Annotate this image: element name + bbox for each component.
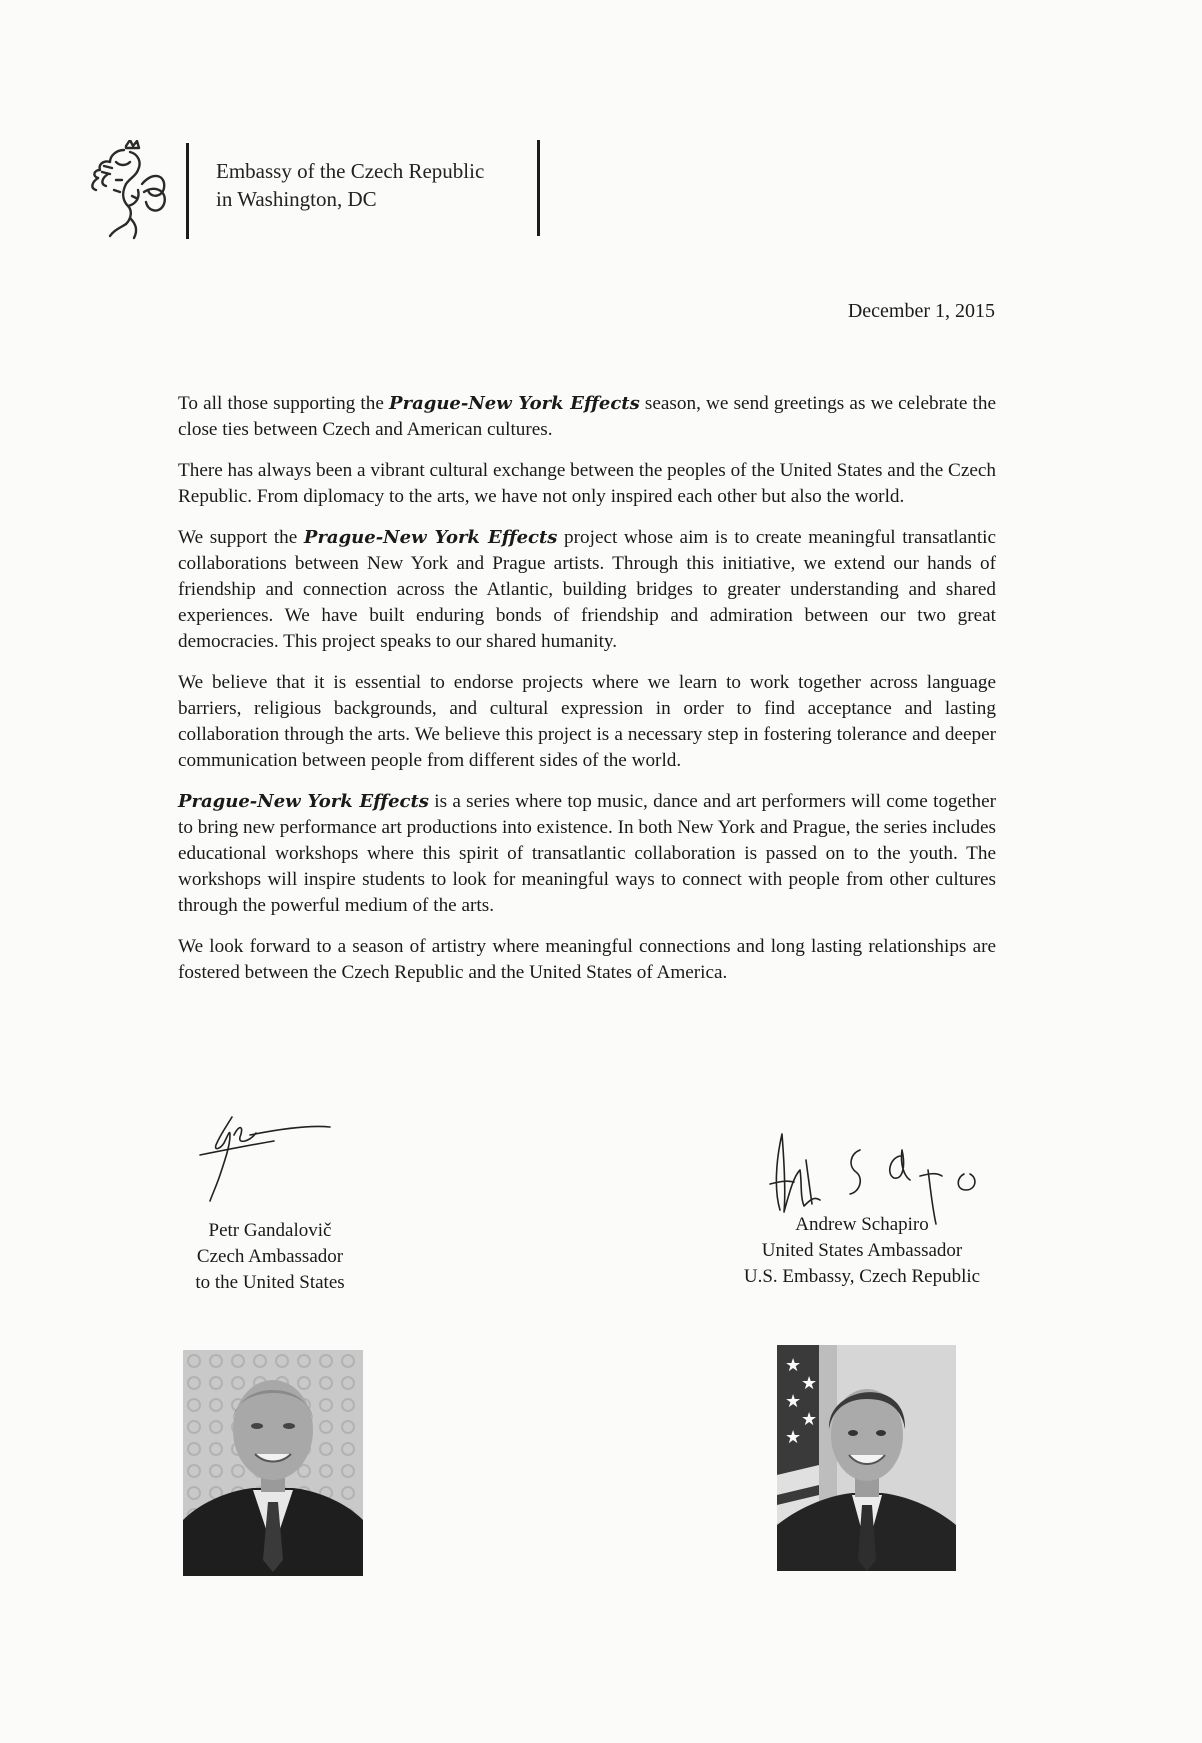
czech-lion-icon <box>86 140 172 240</box>
signatory-name: Andrew Schapiro <box>795 1214 929 1235</box>
paragraph-1: To all those supporting the Prague-New York Effects season, we send greetings as we celebrate the close ties between Czech and American cultures. <box>178 393 996 440</box>
embassy-name <box>216 157 484 213</box>
svg-text:★: ★ <box>801 1409 818 1430</box>
svg-text:★: ★ <box>801 1373 818 1394</box>
embassy-name-line2: in Washington, DC <box>216 187 377 211</box>
project-name: Prague-New York Effects <box>178 791 429 812</box>
paragraph-4: We believe that it is essential to endorse projects where we learn to work together across language barriers, religious backgrounds, and cultural expression in order to find acceptance and lasting collaboration through the arts. We believe this project is a necessary step in fostering tolerance and deeper communication between people from different sides of the world. <box>178 672 996 771</box>
signatory-title: United States Ambassador <box>761 1240 963 1261</box>
letterhead-divider-left <box>186 143 189 239</box>
signatory-detail: to the United States <box>195 1272 345 1293</box>
signatory-title: Czech Ambassador <box>196 1246 344 1267</box>
signatory-left <box>170 1218 370 1296</box>
signature-gandalovic <box>190 1105 340 1205</box>
letterhead-divider-right <box>537 140 540 236</box>
letter-body <box>178 391 996 1001</box>
portrait-schapiro <box>777 1345 956 1571</box>
signatory-name: Petr Gandalovič <box>208 1220 332 1241</box>
project-name: Prague-New York Effects <box>389 393 640 414</box>
portrait-gandalovic <box>183 1350 363 1576</box>
signatory-right <box>712 1212 1012 1290</box>
letter-date: December 1, 2015 <box>847 300 995 322</box>
svg-text:★: ★ <box>785 1427 802 1448</box>
svg-text:★: ★ <box>785 1391 802 1412</box>
paragraph-5: Prague-New York Effects is a series where top music, dance and art performers will come together to bring new performance art productions into existence. In both New York and Prague, the series includes educational workshops where this spirit of transatlantic collaboration is passed on to the youth. The workshops will inspire students to look for meaningful ways to connect with people from other cultures through the powerful medium of the arts. <box>178 791 996 916</box>
signatory-detail: U.S. Embassy, Czech Republic <box>743 1266 981 1287</box>
embassy-name-line1: Embassy of the Czech Republic <box>216 159 485 183</box>
project-name: Prague-New York Effects <box>303 527 558 548</box>
svg-text:★: ★ <box>785 1355 802 1376</box>
paragraph-2: There has always been a vibrant cultural exchange between the peoples of the United States and the Czech Republic. From diplomacy to the arts, we have not only inspired each other but also the world. <box>178 460 996 507</box>
paragraph-6: We look forward to a season of artistry where meaningful connections and long lasting relationships are fostered between the Czech Republic and the United States of America. <box>178 936 996 983</box>
paragraph-3: We support the Prague-New York Effects project whose aim is to create meaningful transatlantic collaborations between New York and Prague artists. Through this initiative, we extend our hands of friendship and connection across the Atlantic, building bridges to greater understanding and shared experiences. We have built enduring bonds of friendship and admiration between our two great democracies. This project speaks to our shared humanity. <box>178 527 996 652</box>
